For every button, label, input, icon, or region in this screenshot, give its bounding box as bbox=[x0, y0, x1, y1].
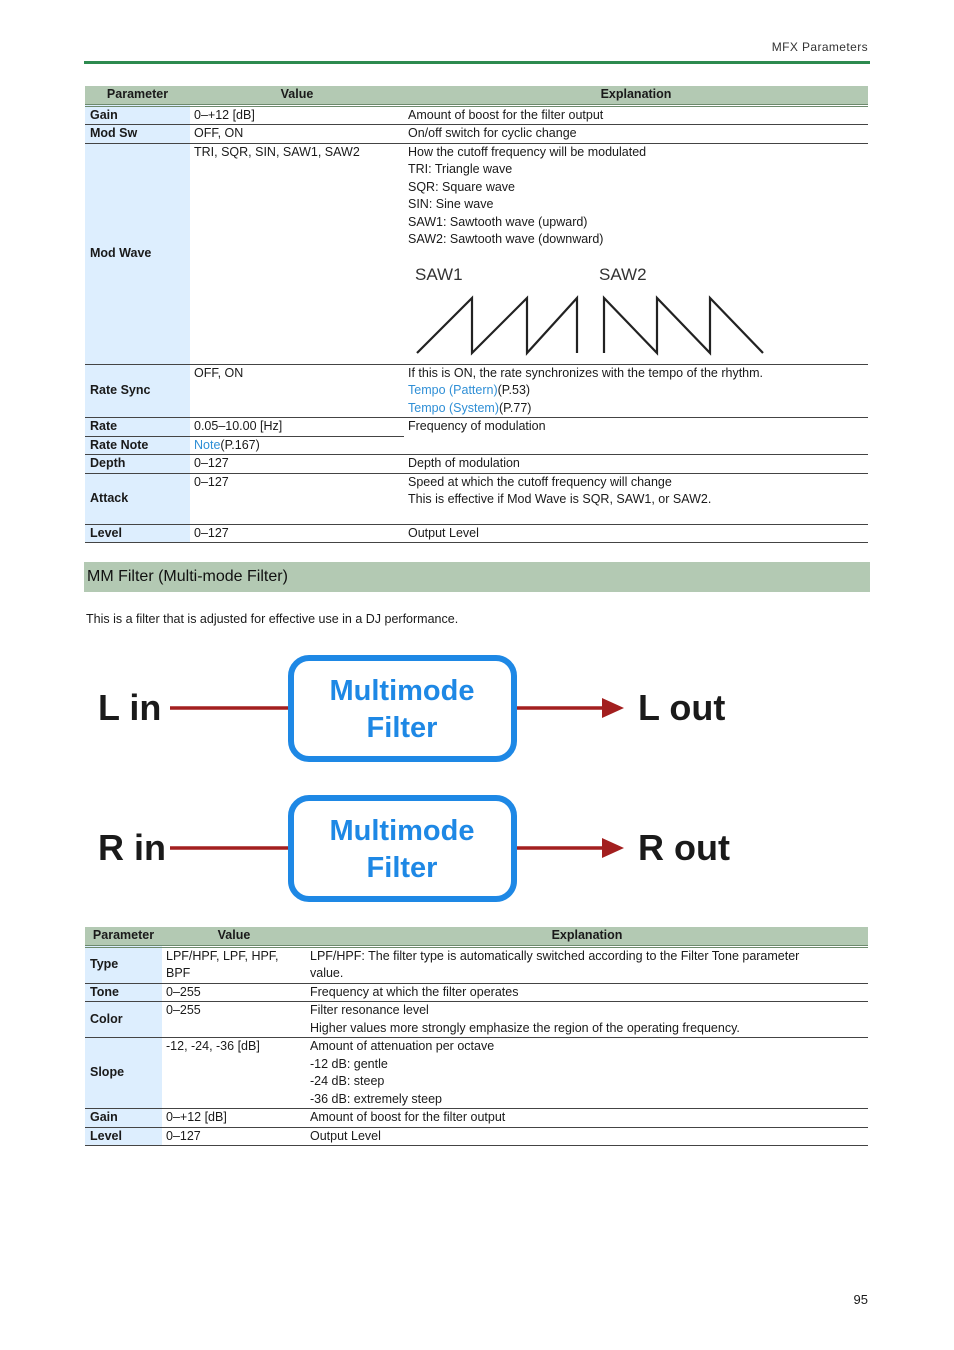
param-explanation: On/off switch for cyclic change bbox=[404, 125, 868, 144]
explanation-line: -12 dB: gentle bbox=[310, 1056, 388, 1071]
reference-line bbox=[408, 400, 864, 418]
table-row bbox=[85, 473, 868, 524]
r-out-label: R out bbox=[638, 827, 730, 868]
filter-box-line1: Multimode bbox=[329, 675, 475, 707]
page-number: 95 bbox=[853, 1292, 868, 1307]
saw1-wave bbox=[417, 298, 577, 353]
saw2-label: SAW2 bbox=[599, 265, 647, 284]
table-row bbox=[85, 1109, 868, 1128]
table-row bbox=[85, 524, 868, 543]
table-row bbox=[85, 983, 868, 1002]
saw2-wave bbox=[604, 298, 763, 353]
filter-box-line2: Filter bbox=[366, 712, 438, 744]
sawtooth-waves-figure bbox=[405, 258, 775, 358]
col-header-explanation: Explanation bbox=[404, 86, 868, 105]
explanation-line: SIN: Sine wave bbox=[408, 197, 494, 211]
reference-line bbox=[408, 382, 864, 400]
param-name: Tone bbox=[85, 983, 162, 1002]
param-value bbox=[190, 436, 404, 455]
param-value: 0–255 bbox=[162, 1002, 306, 1038]
l-in-label: L in bbox=[98, 687, 162, 728]
table-row bbox=[85, 1002, 868, 1038]
param-name: Color bbox=[85, 1002, 162, 1038]
explanation-line: -24 dB: steep bbox=[310, 1074, 385, 1088]
table-row bbox=[85, 1038, 868, 1109]
page-reference: (P.77) bbox=[499, 400, 532, 415]
param-value: 0–+12 [dB] bbox=[162, 1109, 306, 1128]
param-value: 0–127 bbox=[190, 524, 404, 543]
param-value: 0–127 bbox=[162, 1127, 306, 1146]
param-explanation bbox=[306, 946, 868, 983]
param-name: Level bbox=[85, 524, 190, 543]
explanation-line: How the cutoff frequency will be modulated bbox=[408, 144, 647, 159]
param-explanation bbox=[306, 1038, 868, 1109]
param-value: TRI, SQR, SIN, SAW1, SAW2 bbox=[190, 143, 404, 364]
param-value: 0–127 bbox=[190, 473, 404, 524]
param-name: Gain bbox=[85, 105, 190, 125]
explanation-line: SAW2: Sawtooth wave (downward) bbox=[408, 232, 604, 246]
param-name: Mod Sw bbox=[85, 125, 190, 144]
explanation-line: SQR: Square wave bbox=[408, 179, 515, 194]
param-value: 0–255 bbox=[162, 983, 306, 1002]
filter-box-line1: Multimode bbox=[329, 815, 475, 847]
table-row bbox=[85, 105, 868, 125]
param-explanation bbox=[404, 473, 868, 524]
param-explanation: Frequency at which the filter operates bbox=[306, 983, 868, 1002]
page-reference: (P.167) bbox=[220, 437, 260, 452]
header-rule bbox=[84, 61, 870, 64]
param-name: Level bbox=[85, 1127, 162, 1146]
explanation-line: Higher values more strongly emphasize the region of the operating frequency. bbox=[310, 1020, 740, 1035]
param-name: Slope bbox=[85, 1038, 162, 1109]
param-value: 0–127 bbox=[190, 455, 404, 474]
l-out-label: L out bbox=[638, 687, 726, 728]
col-header-value: Value bbox=[162, 927, 306, 946]
arrow-head-icon bbox=[602, 838, 624, 858]
left-channel bbox=[98, 658, 725, 759]
tempo-system-link[interactable]: Tempo (System) bbox=[408, 400, 499, 415]
param-name: Rate Sync bbox=[85, 364, 190, 418]
param-name: Type bbox=[85, 946, 162, 983]
section-header-bar bbox=[84, 562, 870, 592]
multimode-filter-diagram bbox=[90, 645, 750, 907]
col-header-value: Value bbox=[190, 86, 404, 105]
param-name: Attack bbox=[85, 473, 190, 524]
table-row bbox=[85, 1127, 868, 1146]
param-value: -12, -24, -36 [dB] bbox=[162, 1038, 306, 1109]
explanation-line: value. bbox=[310, 966, 344, 980]
param-explanation: Frequency of modulation bbox=[404, 418, 868, 455]
param-explanation: Depth of modulation bbox=[404, 455, 868, 474]
table-row bbox=[85, 364, 868, 418]
running-header: MFX Parameters bbox=[771, 40, 868, 54]
param-name: Rate Note bbox=[85, 436, 190, 455]
value-line: BPF bbox=[166, 966, 191, 980]
explanation-line: Speed at which the cutoff frequency will change bbox=[408, 474, 672, 489]
param-explanation: Output Level bbox=[306, 1127, 868, 1146]
table-header-row bbox=[85, 927, 868, 946]
r-in-label: R in bbox=[98, 827, 166, 868]
param-value bbox=[162, 946, 306, 983]
param-value: 0.05–10.00 [Hz] bbox=[190, 418, 404, 437]
explanation-line: Filter resonance level bbox=[310, 1003, 429, 1017]
arrow-head-icon bbox=[602, 698, 624, 718]
explanation-line: SAW1: Sawtooth wave (upward) bbox=[408, 214, 588, 229]
value-line: LPF/HPF, LPF, HPF, bbox=[166, 948, 279, 963]
table-header-row bbox=[85, 86, 868, 105]
explanation-line: Amount of attenuation per octave bbox=[310, 1039, 495, 1053]
table-row bbox=[85, 125, 868, 144]
filter-box-line2: Filter bbox=[366, 852, 438, 884]
right-channel bbox=[98, 798, 730, 899]
table-row bbox=[85, 455, 868, 474]
param-explanation bbox=[404, 364, 868, 418]
param-name: Rate bbox=[85, 418, 190, 437]
parameter-table-2 bbox=[85, 927, 868, 1146]
param-name: Gain bbox=[85, 1109, 162, 1128]
col-header-parameter: Parameter bbox=[85, 927, 162, 946]
explanation-line: TRI: Triangle wave bbox=[408, 162, 513, 176]
intro-text: This is a filter that is adjusted for effective use in a DJ performance. bbox=[86, 612, 459, 626]
param-explanation bbox=[306, 1002, 868, 1038]
explanation-line: If this is ON, the rate synchronizes with the tempo of the rhythm. bbox=[408, 365, 764, 380]
param-name: Mod Wave bbox=[85, 143, 190, 364]
param-explanation: Amount of boost for the filter output bbox=[404, 105, 868, 125]
param-name: Depth bbox=[85, 455, 190, 474]
section-title: MM Filter (Multi-mode Filter) bbox=[87, 568, 288, 585]
page-reference: (P.53) bbox=[497, 383, 531, 397]
explanation-line: This is effective if Mod Wave is SQR, SAW1, or SAW2. bbox=[408, 492, 712, 506]
saw1-label: SAW1 bbox=[415, 265, 463, 284]
tempo-pattern-link[interactable]: Tempo (Pattern) bbox=[408, 383, 498, 397]
param-value: OFF, ON bbox=[190, 364, 404, 418]
col-header-explanation: Explanation bbox=[306, 927, 868, 946]
table-row bbox=[85, 946, 868, 983]
param-explanation: Output Level bbox=[404, 524, 868, 543]
explanation-line: -36 dB: extremely steep bbox=[310, 1091, 443, 1106]
col-header-parameter: Parameter bbox=[85, 86, 190, 105]
table-row bbox=[85, 418, 868, 437]
param-value: OFF, ON bbox=[190, 125, 404, 144]
explanation-line: LPF/HPF: The filter type is automatically switched according to the Filter Tone parameter bbox=[310, 948, 800, 963]
param-value: 0–+12 [dB] bbox=[190, 105, 404, 125]
note-link[interactable]: Note bbox=[194, 437, 221, 452]
param-explanation: Amount of boost for the filter output bbox=[306, 1109, 868, 1128]
